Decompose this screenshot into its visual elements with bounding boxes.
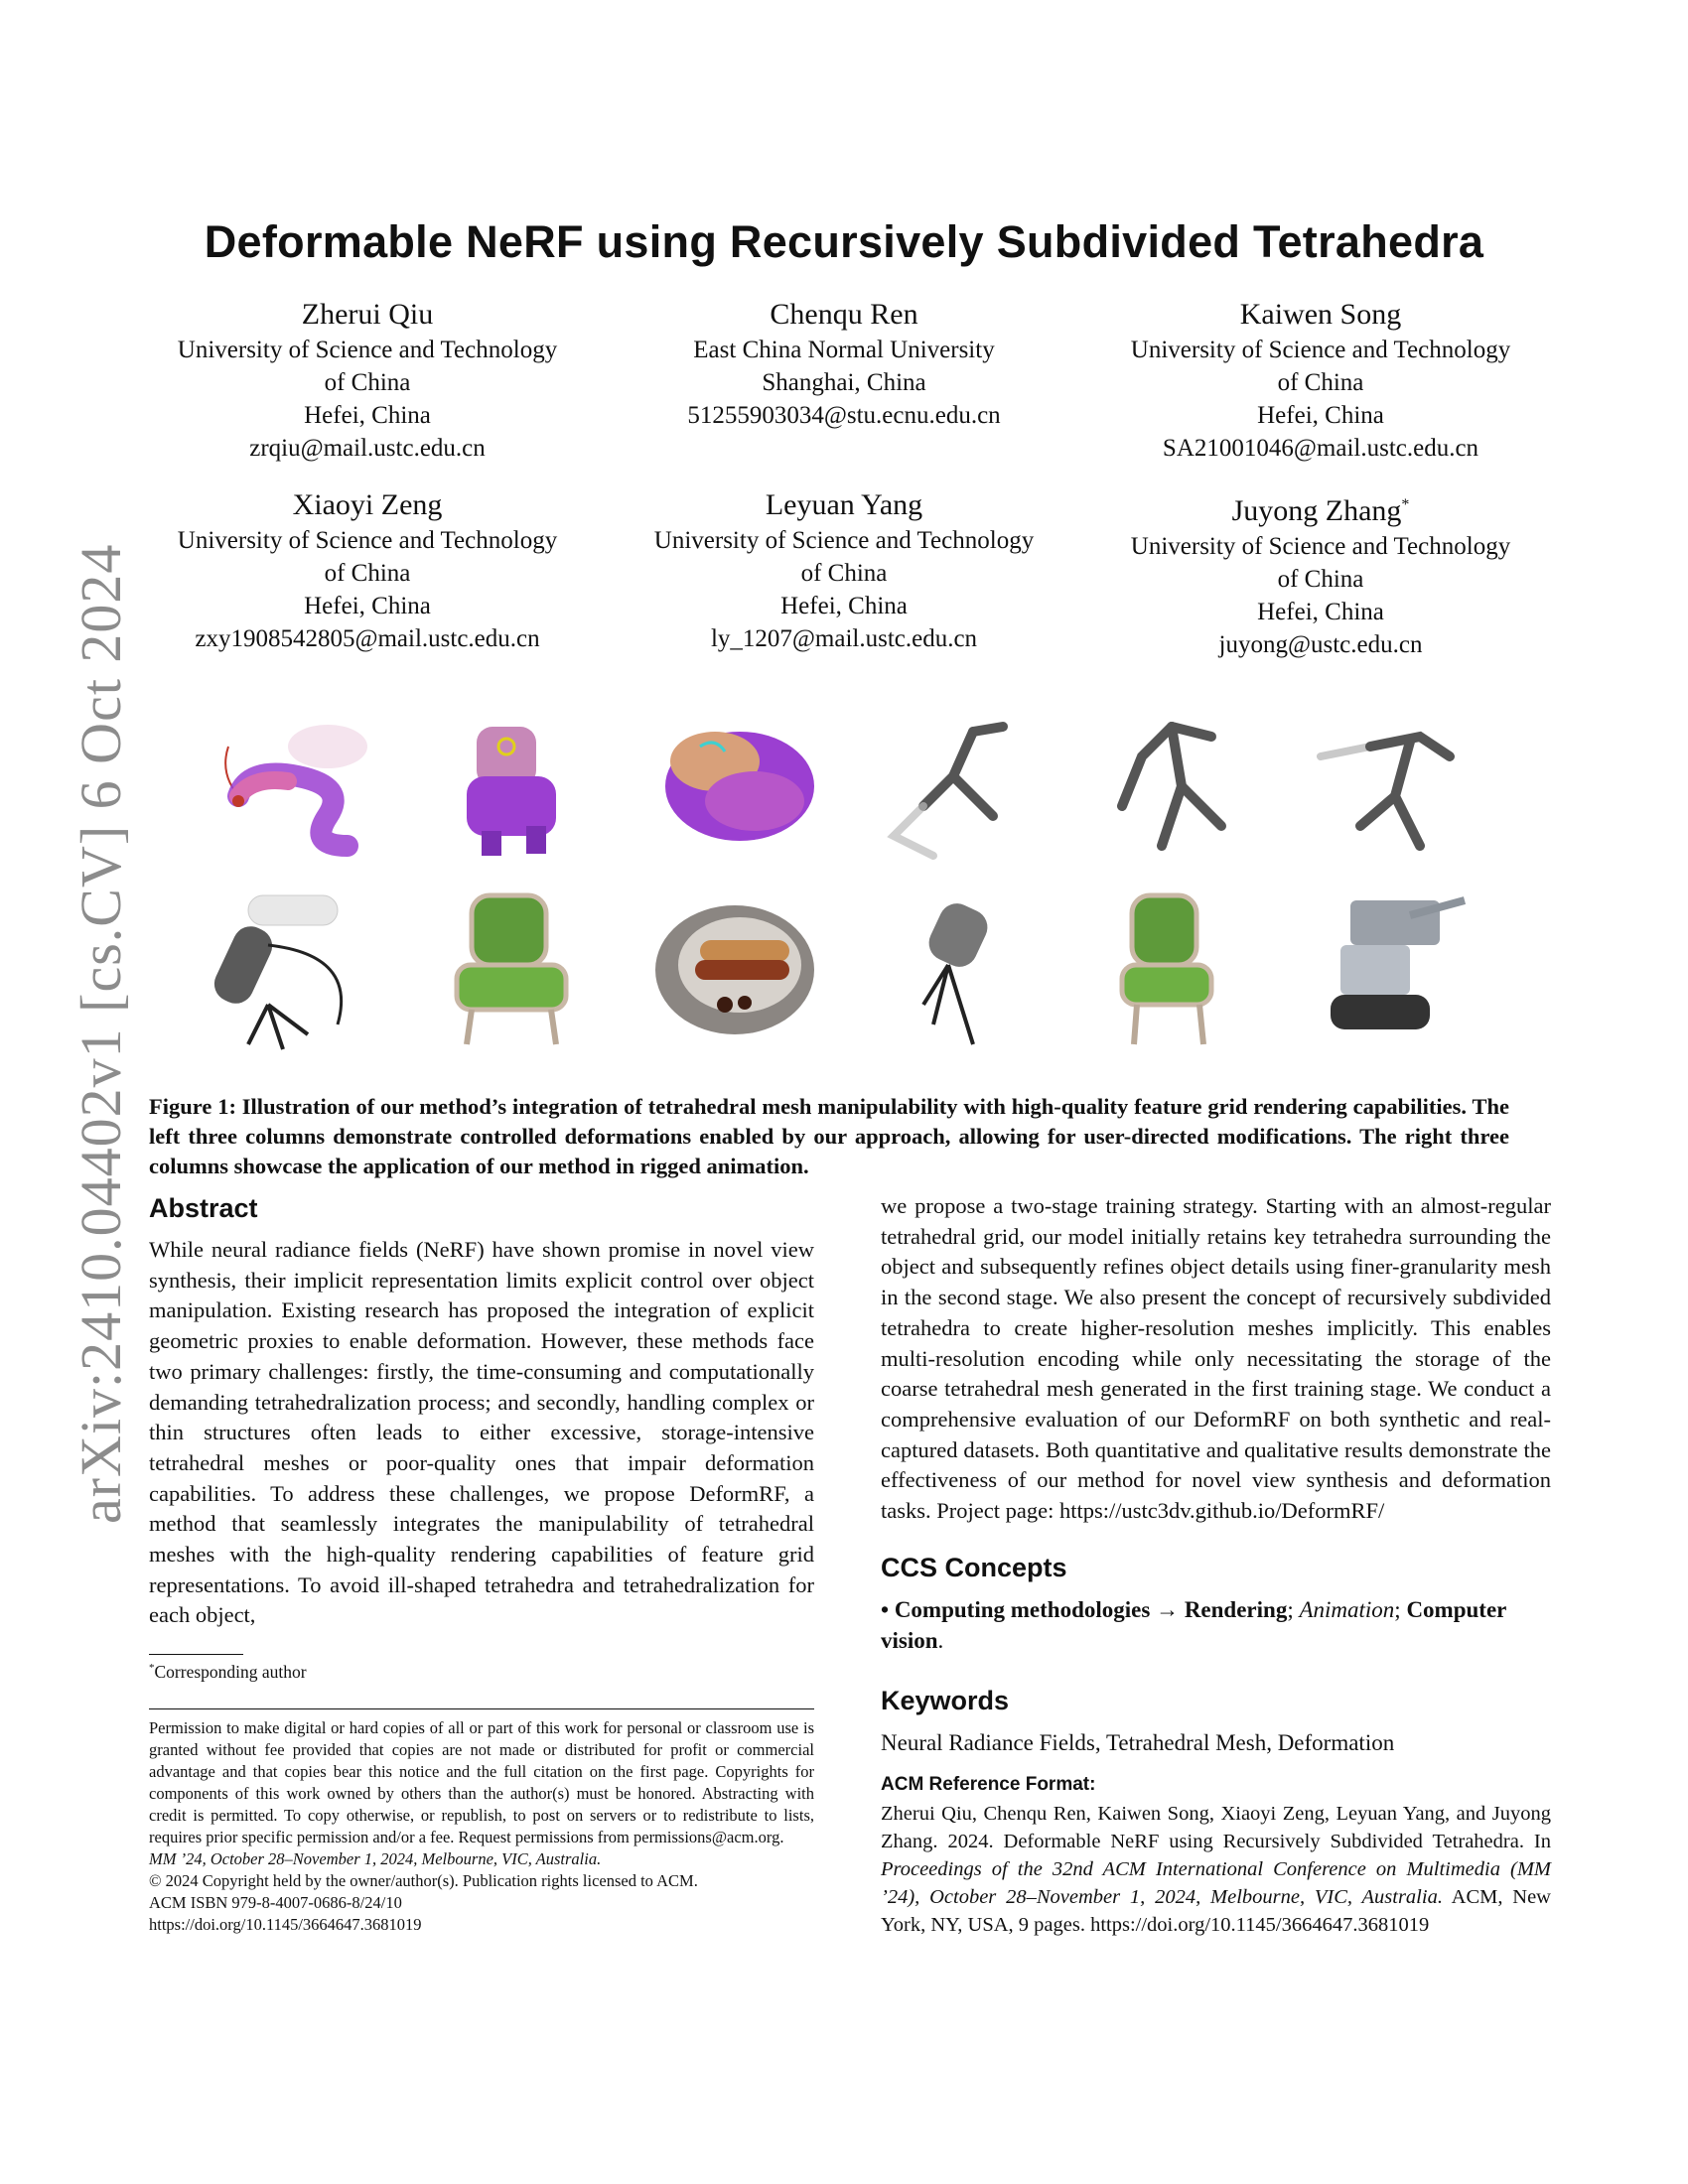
author-name bbox=[1102, 486, 1539, 530]
author-location: Hefei, China bbox=[304, 402, 431, 429]
author-card bbox=[149, 296, 586, 465]
author-row-2 bbox=[149, 486, 1539, 661]
footnote-mark: * bbox=[149, 1662, 155, 1675]
author-location: Hefei, China bbox=[1257, 402, 1384, 429]
author-location: Hefei, China bbox=[780, 593, 908, 619]
rigged-microphone-image bbox=[864, 886, 1043, 1052]
ccs-bullet: • bbox=[881, 1596, 890, 1622]
acm-reference-proceedings: Proceedings of the 32nd ACM International Conference on Multimedia (MM ’24), October 28–November 1, 2024, Melbourne, VIC, Australia. bbox=[881, 1857, 1551, 1908]
footnote-text: Corresponding author bbox=[154, 1662, 307, 1682]
author-affiliation: University of Science and Technology bbox=[1130, 337, 1511, 363]
acm-reference bbox=[881, 1800, 1551, 1939]
author-block bbox=[149, 296, 1539, 683]
author-affiliation: University of Science and Technology bbox=[1130, 533, 1511, 560]
ccs-arrow: → bbox=[1156, 1596, 1180, 1622]
keywords-heading: Keywords bbox=[881, 1685, 1010, 1715]
doi-link[interactable]: https://doi.org/10.1145/3664647.3681019 bbox=[149, 1915, 422, 1934]
isbn-line: ACM ISBN 979-8-4007-0686-8/24/10 bbox=[149, 1893, 402, 1912]
author-card bbox=[149, 486, 586, 661]
conference-venue: MM ’24, October 28–November 1, 2024, Melbourne, VIC, Australia. bbox=[149, 1849, 602, 1868]
right-column bbox=[881, 1191, 1551, 1939]
abstract-text-left: While neural radiance fields (NeRF) have shown promise in novel view synthesis, their implicit representation limits explicit control over object manipulation. Existing research has proposed the integration of explicit geometric proxies to enable deformation. However, these methods face two primary challenges: firstly, the time-consuming and computationally demanding tetrahedralization process; and secondly, handling complex or thin structures often leads to either excessive, storage-intensive tetrahedral meshes or poor-quality ones that impair deformation capabilities. To address these challenges, we propose DeformRF, a method that seamlessly integrates the manipulability of tetrahedral meshes with the high-quality rendering capabilities of feature grid representations. To avoid ill-shaped tetrahedra and tetrahedralization for each object, bbox=[149, 1237, 814, 1628]
deformed-chair-image bbox=[427, 886, 606, 1052]
ccs-separator: ; bbox=[1394, 1596, 1401, 1622]
acm-reference-heading: ACM Reference Format: bbox=[881, 1773, 1096, 1795]
footnote bbox=[149, 1662, 307, 1683]
permission-text: Permission to make digital or hard copies of all or part of this work for personal or classroom use is granted without fee provided that copies are not made or distributed for profit or commercial advantage and that copies bear this notice and the full citation on the first page. Copyrights for components of this work owned by others than the author(s) must be honored. Abstracting with credit is permitted. To copy otherwise, or republish, to post on servers or to redistribute to lists, requires prior specific permission and/or a fee. Request permissions from permissions@acm.org. bbox=[149, 1718, 814, 1846]
author-email[interactable]: ly_1207@mail.ustc.edu.cn bbox=[710, 625, 978, 652]
left-column bbox=[149, 1191, 814, 1631]
author-email[interactable]: juyong@ustc.edu.cn bbox=[1218, 631, 1423, 658]
rigged-skeleton-image-2 bbox=[1082, 707, 1261, 874]
author-name: Chenqu Ren bbox=[770, 298, 918, 331]
abstract-text-right: we propose a two-stage training strategy. Starting with an almost-regular tetrahedral grid, our model initially retains key tetrahedra surrounding the object and subsequently refines object details using finer-granularity mesh in the second stage. We also present the concept of recursively subdivided tetrahedra to create higher-resolution meshes implicitly. This enables multi-resolution encoding while only necessitating the storage of the coarse tetrahedral mesh generated in the first training stage. We conduct a comprehensive evaluation of our DeformRF on both synthetic and real-captured datasets. Both quantitative and qualitative results demonstrate the effectiveness of our method for novel view synthesis and deformation tasks. Project page: https://ustc3dv.github.io/DeformRF/ bbox=[881, 1193, 1551, 1524]
ccs-term: Computing methodologies bbox=[894, 1596, 1151, 1622]
author-email[interactable]: SA21001046@mail.ustc.edu.cn bbox=[1162, 435, 1479, 462]
author-email[interactable]: zrqiu@mail.ustc.edu.cn bbox=[249, 435, 486, 462]
author-affiliation: of China bbox=[1277, 369, 1364, 396]
ccs-heading: CCS Concepts bbox=[881, 1552, 1067, 1582]
author-name-text: Juyong Zhang bbox=[1231, 494, 1402, 527]
figure-caption: Figure 1: Illustration of our method’s integration of tetrahedral mesh manipulability with high-quality feature grid rendering capabilities. The left three columns demonstrate controlled deformations enabled by our approach, allowing for user-directed modifications. The right three columns showcase the application of our method in rigged animation. bbox=[149, 1094, 1509, 1178]
rigged-lego-image bbox=[1301, 886, 1479, 1052]
deformed-hotdog-mesh-image bbox=[645, 707, 824, 874]
author-affiliation: East China Normal University bbox=[693, 337, 995, 363]
author-affiliation: of China bbox=[324, 560, 411, 587]
author-row-1 bbox=[149, 296, 1539, 465]
author-affiliation: University of Science and Technology bbox=[177, 337, 558, 363]
ccs-end: . bbox=[937, 1627, 944, 1653]
author-email[interactable]: 51255903034@stu.ecnu.edu.cn bbox=[687, 402, 1001, 429]
ccs-separator: ; bbox=[1287, 1596, 1294, 1622]
author-affiliation: of China bbox=[324, 369, 411, 396]
deformed-dragon-mesh-image bbox=[209, 707, 387, 874]
figure-1 bbox=[209, 707, 1479, 1052]
acm-reference-text: ACM, New York, NY, USA, 9 pages. https://doi.org/10.1145/3664647.3681019 bbox=[881, 1885, 1551, 1936]
author-affiliation: of China bbox=[1277, 566, 1364, 593]
acm-reference-text: Zherui Qiu, Chenqu Ren, Kaiwen Song, Xiaoyi Zeng, Leyuan Yang, and Juyong Zhang. 2024. Deformable NeRF using Recursively Subdivided Tetrahedra. In bbox=[881, 1802, 1551, 1852]
rigged-skeleton-image-1 bbox=[864, 707, 1043, 874]
author-location: Hefei, China bbox=[1257, 599, 1384, 625]
deformed-hotdog-image bbox=[645, 886, 824, 1052]
author-affiliation: University of Science and Technology bbox=[653, 527, 1035, 554]
author-card bbox=[1102, 486, 1539, 661]
deformed-chair-mesh-image bbox=[427, 707, 606, 874]
paper-title: Deformable NeRF using Recursively Subdivided Tetrahedra bbox=[204, 216, 1484, 267]
author-affiliation: of China bbox=[800, 560, 888, 587]
author-email[interactable]: zxy1908542805@mail.ustc.edu.cn bbox=[195, 625, 540, 652]
ccs-concepts bbox=[881, 1594, 1551, 1656]
author-name: Leyuan Yang bbox=[765, 488, 923, 521]
author-card bbox=[626, 486, 1062, 661]
permission-rule bbox=[149, 1708, 814, 1709]
arxiv-identifier: arXiv:2410.04402v1 [cs.CV] 6 Oct 2024 bbox=[69, 543, 133, 1524]
author-name: Xiaoyi Zeng bbox=[292, 488, 443, 521]
author-card bbox=[626, 296, 1062, 465]
rigged-chair-image bbox=[1082, 886, 1261, 1052]
author-affiliation: University of Science and Technology bbox=[177, 527, 558, 554]
keywords-list: Neural Radiance Fields, Tetrahedral Mesh, Deformation bbox=[881, 1729, 1395, 1755]
abstract-heading: Abstract bbox=[149, 1193, 258, 1223]
author-location: Shanghai, China bbox=[762, 369, 926, 396]
ccs-term: Rendering bbox=[1184, 1596, 1288, 1622]
corresponding-mark: * bbox=[1401, 496, 1410, 513]
ccs-term: Computer vision bbox=[881, 1596, 1506, 1653]
ccs-term: Animation bbox=[1299, 1596, 1395, 1622]
author-name: Kaiwen Song bbox=[1239, 298, 1402, 331]
deformed-microphone-image bbox=[209, 886, 387, 1052]
footnote-rule bbox=[149, 1654, 243, 1655]
rigged-skeleton-image-3 bbox=[1301, 707, 1479, 874]
author-location: Hefei, China bbox=[304, 593, 431, 619]
permission-block bbox=[149, 1717, 814, 1936]
copyright-line: © 2024 Copyright held by the owner/author(s). Publication rights licensed to ACM. bbox=[149, 1871, 698, 1890]
author-card bbox=[1102, 296, 1539, 465]
author-name: Zherui Qiu bbox=[301, 298, 434, 331]
